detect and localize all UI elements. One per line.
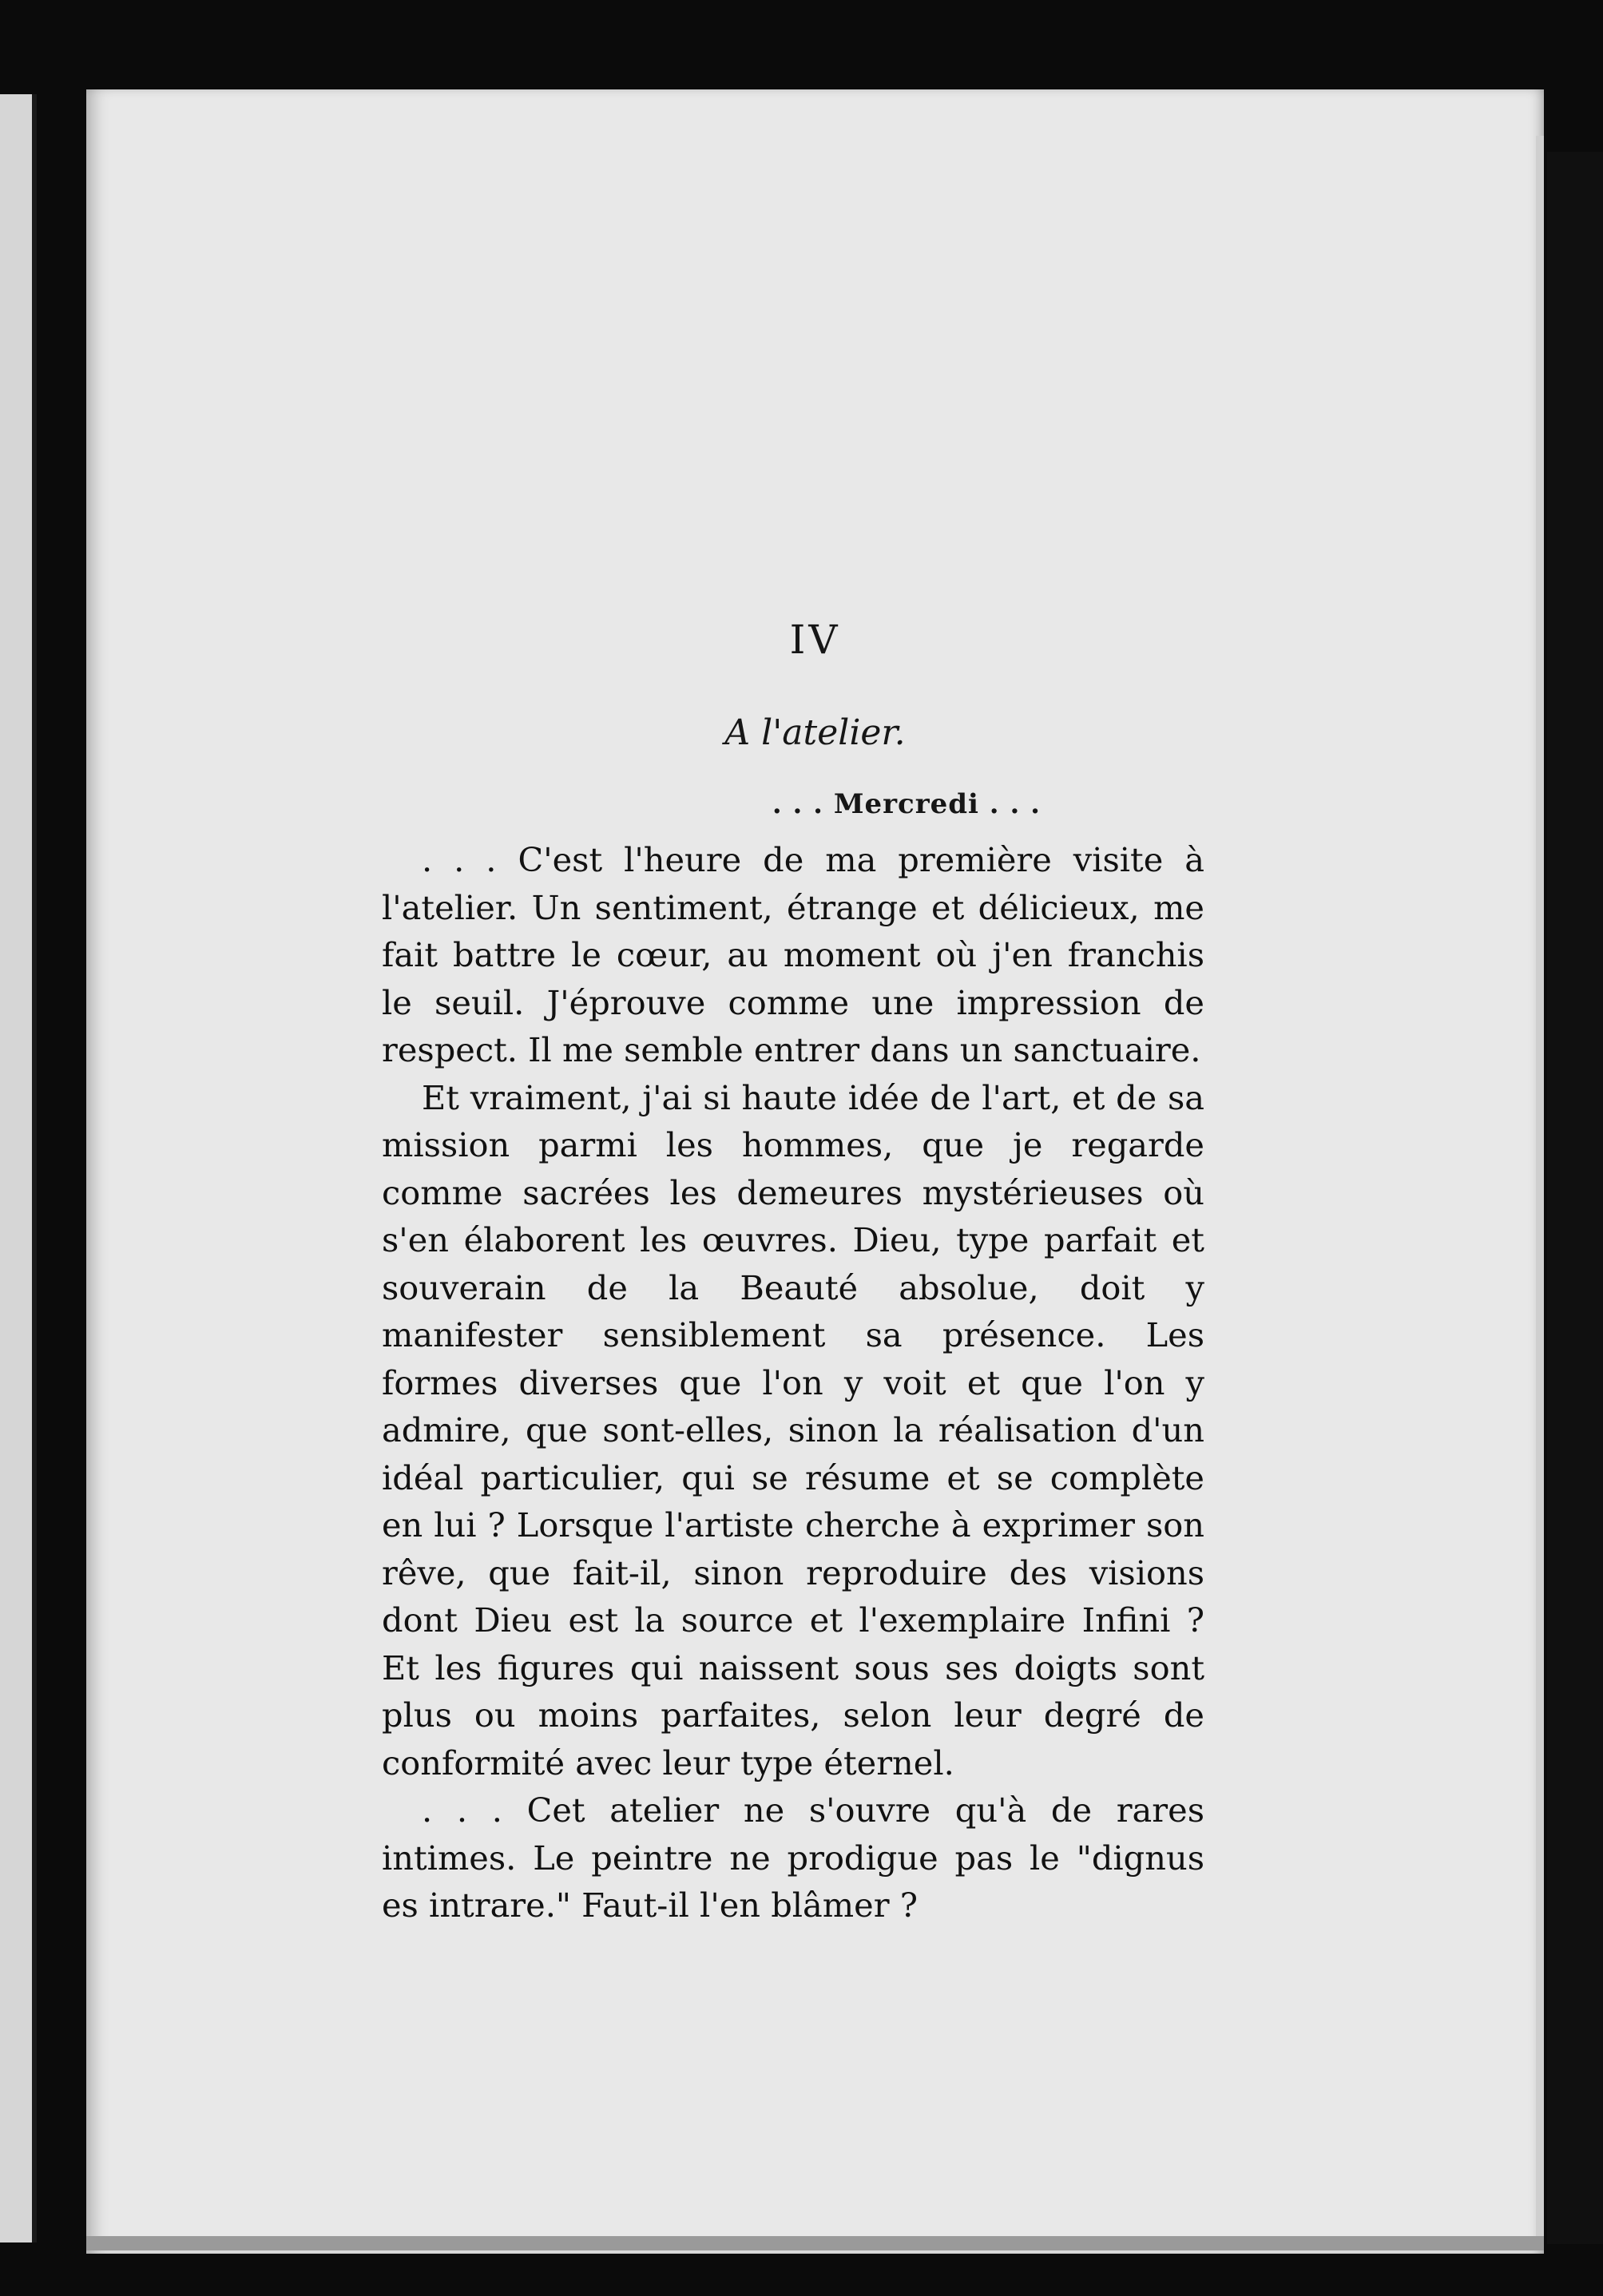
adjacent-page-edge [0,94,37,2242]
paragraph-1: . . . C'est l'heure de ma première visite à l'atelier. Un sentiment, étrange et délicieux, me fait battre le cœur, au moment où j'en franchis le seuil. J'éprouve comme une impression de respect. Il me semble entrer dans un sanctuaire. [382,840,1204,1069]
paragraph-3: . . . Cet atelier ne s'ouvre qu'à de rares intimes. Le peintre ne prodigue pas le "dignus es intrare." Faut-il l'en blâmer ? [382,1790,1204,1925]
dateline: . . . Mercredi . . . [772,788,1041,820]
page-fore-edge [1536,136,1544,2244]
chapter-heading: A l'atelier. [724,712,906,753]
page-bottom-edge [86,2236,1544,2250]
paragraph-2: Et vraiment, j'ai si haute idée de l'art, et de sa mission parmi les hommes, que je regarde comme sacrées les demeures mystérieuses où s'en élaborent les œuvres. Dieu, type parfait et souverain de la Beauté absolue, doit y manifester sensiblement sa présence. Les formes diverses que l'on y voit et que l'on y admire, que sont-elles, sinon la réalisation d'un idéal particulier, qui se résume et se complète en lui ? Lorsque l'artiste cherche à exprimer son rêve, que fait-il, sinon reproduire des visions dont Dieu est la source et l'exemplaire Infini ? Et les figures qui naissent sous ses doigts sont plus ou moins parfaites, selon leur degré de conformité avec leur type éternel. [382,1077,1204,1782]
body-text [382,836,1204,1929]
chapter-numeral: IV [789,617,841,663]
book-page [86,89,1544,2254]
scan-border-right [1547,152,1603,2244]
